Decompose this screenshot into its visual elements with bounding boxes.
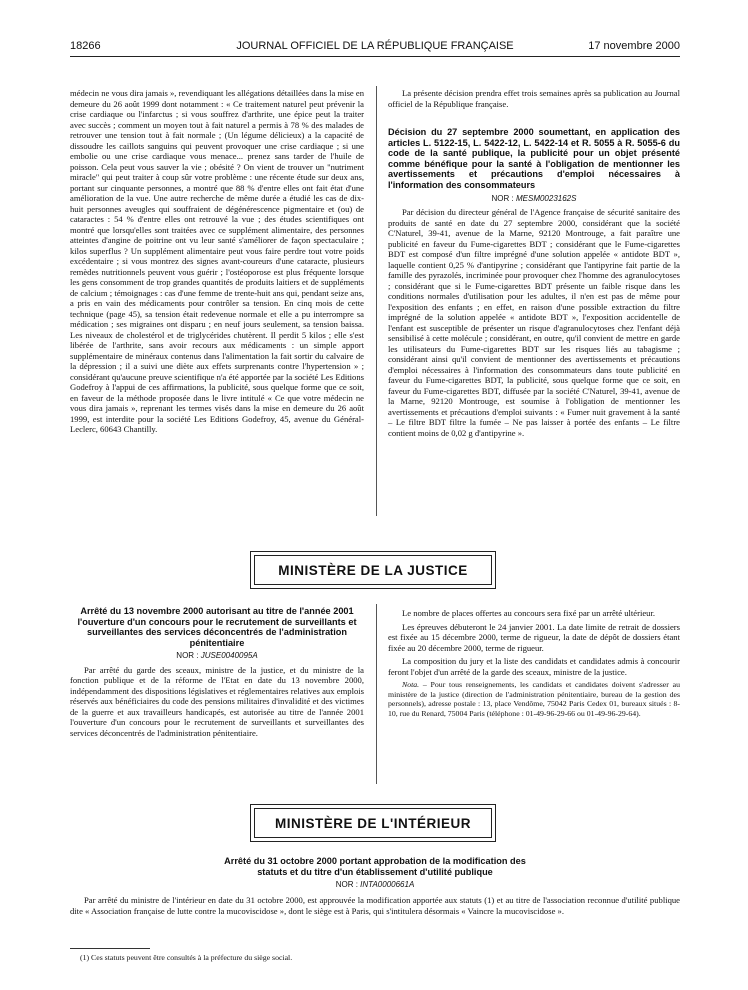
nor-value: JUSE0040095A: [200, 651, 258, 661]
paragraph: Le nombre de places offertes au concours sera fixé par un arrêté ultérieur.: [402, 608, 655, 618]
column-divider: [376, 604, 377, 784]
column-divider: [376, 86, 377, 516]
nor-value: MESM0023162S: [515, 193, 577, 203]
nor-label: NOR :: [491, 193, 514, 203]
ministry-justice-heading: [250, 551, 496, 589]
issue-date: 17 novembre 2000: [588, 40, 680, 52]
header-rule: [70, 56, 680, 57]
nor-reference: [388, 194, 680, 205]
ministry-justice-title: MINISTÈRE DE LA JUSTICE: [254, 555, 492, 585]
decision-title: Décision du 27 septembre 2000 soumettant, en application des articles L. 5122-15, L. 5422-12, L. 5422-14 et R. 5055 à R. 5055-6 du code de la santé publique, la publicité pour un objet présenté comme bénéfique pour la santé à l'obligation de mentionner les avertissements et précautions d'emploi nécessaires à l'information des consommateurs: [388, 127, 680, 190]
top-right-column: [388, 88, 680, 441]
journal-title: JOURNAL OFFICIEL DE LA RÉPUBLIQUE FRANÇAISE: [236, 40, 514, 52]
justice-left-column: [70, 606, 364, 741]
interior-section: [70, 856, 680, 916]
page-header: [70, 40, 680, 60]
nor-label: NOR :: [335, 879, 358, 889]
paragraph: La composition du jury et la liste des candidats et candidates admis à concourir feront l'objet d'un arrêté de la garde des sceaux, ministre de la justice.: [388, 656, 680, 677]
footnote-rule: [70, 948, 150, 949]
top-left-column: [70, 88, 364, 438]
ministry-interior-heading: [250, 804, 496, 842]
nor-reference: [70, 651, 364, 662]
arrete-body: Par arrêté du ministre de l'intérieur en date du 31 octobre 2000, est approuvée la modification apportée aux statuts (1) et au titre de l'association reconnue d'utilité publique dite « Association française de lutte contre la mucoviscidose », dont le siège est à Paris, qui s'intitulera désormais « Vaincre la mucoviscidose ».: [70, 895, 680, 916]
paragraph: médecin ne vous dira jamais », revendiquant les allégations détaillées dans la mise en demeure du 26 août 1999 dont notamment : « Ce traitement naturel peut prévenir la crise cardiaque ou l'infarctus ; si vous souffrez d'arthrite, une épice peut la traiter avec succès ; comment un moyen tout à fait naturel a permis à 78 % des malades de retrouver une tension tout à fait normale ; (Un légume délicieux) a la capacité de dissoudre les caillots sanguins qui peuvent provoquer une crise cardiaque ; si une embolie ou une crise cardiaque vous menace... prenez sans tarder de l'huile de poisson. Cela peut vous sauver la vie ; obésité ? On vient de trouver un "nutriment miracle" qui peut traiter à coup sûr votre problème : une récente étude sur deux ans, portant sur cinquante personnes, a montré que 88 % d'entre elles ont fait état d'une amélioration de la vue. Une autre recherche de même durée a étudié les cas de dix-huit personnes aveugles qui souffraient de dégénérescence pigmentaire et (ou) de cataractes : 54 % d'entre elles ont retrouvé la vue ; des études scientifiques ont montré que lorsqu'elles sont traitées avec ce supplément alimentaire, des personnes atteintes d'angine de poitrine ont vu leur santé s'améliorer de façon spectaculaire ; kilos superflus ? Un supplément alimentaire peut vous faire perdre tout votre poids excédentaire ; si vous montrez des signes avant-coureurs d'une cataracte, plusieurs remèdes nutritionnels peuvent vous guérir ; l'ostéoporose est plus fréquente lorsque les gens consomment de trop grandes quantités de produits laitiers et de suppléments de calcium ; témoignages : cas d'une femme de trente-huit ans qui, pendant seize ans, a pris en vain des médicaments pour contrôler sa tension. En cinq mois de cette technique (page 45), sa tension était redevenue normale et elle a pu interrompre sa médication ; ses migraines ont disparu ; en neuf jours seulement, sa tension baissa. Les niveaux de cholestérol et de triglycérides chutèrent. Il perdit 5 kilos ; elle s'est libérée de l'arthrite, sans avoir recours aux médicaments : un simple apport supplémentaire de minéraux contenus dans l'alimentation la fait sortir du calvaire de la dépression ; il a suivi une diète aux effets surprenants contre l'hypertension » ; considérant qu'aucune preuve scientifique n'a été apportée par la société Les Editions Godefroy à l'appui de ces affirmations, la publicité, sous quelque forme que ce soit, en faveur de la méthode proposée dans le livre intitulé « Ce que votre médecin ne vous dira jamais », reprenant les termes visés dans la mise en demeure du 26 août 1999, est interdite pour la société Les Editions Godefroy, 45, avenue du Général-Leclerc, 60643 Chantilly.: [70, 88, 365, 434]
nota-note: [388, 680, 680, 718]
nor-value: INTA0000661A: [360, 879, 415, 889]
nota-text: – Pour tous renseignements, les candidats et candidates doivent s'adresser au ministère de la justice (direction de l'administration pénitentiaire, bureau de la gestion des personnels), adresse postale : 13, place Vendôme, 75042 Paris Cedex 01, bureaux situés : 8-10, rue du Renard, 75004 Paris (téléphone : 01-49-96-29-66 ou 01-49-96-29-64).: [388, 680, 680, 718]
decision-body: Par décision du directeur général de l'Agence française de sécurité sanitaire des produits de santé en date du 27 septembre 2000, considérant que la société C'Naturel, 39-41, avenue de la Marne, 92120 Montrouge, a fait paraître une publicité en faveur du Fume-cigarettes BDT ; considérant que le Fume-cigarettes BDT est composé d'un filtre imprégné d'une solution appelée « antidote BDT », laquelle contient 0,25 % d'antipyrine ; considérant que l'antipyrine fait partie de la famille des pyrazolés, incriminée pour provoquer chez l'homme des agranulocytoses ; considérant que si le Fume-cigarettes BDT présente un faible risque dans les conditions normales d'utilisation pour les adultes, il n'en est pas de même pour l'exposition des enfants ; en effet, en raison d'une possible extraction du filtre imprégné de la solution appelée « antidote BDT », l'exposition accidentelle de l'enfant est susceptible de présenter un risque d'agranulocytoses chez l'enfant déjà sensibilisé à cette molécule ; considérant, en outre, qu'il convient de mettre en garde les utilisateurs du Fume-cigarettes BDT sur les risques liés au tabagisme ; considérant ainsi qu'il convient de mentionner des avertissements et précautions d'emploi nécessaires à l'information des consommateurs dans toute publicité en faveur du Fume-cigarettes BDT, la publicité, sous quelque forme que ce soit, en faveur du Fume-cigarettes BDT, diffusée par la société C'Naturel, 39-41, avenue de la Marne, 92120 Montrouge, est soumise à l'obligation de mentionner les avertissements et précautions d'emploi suivants : « Fumer nuit gravement à la santé – Le filtre BDT filtre la fumée – Ne pas laisser à portée des enfants – Le filtre contient moins de 0,02 g d'antipyrine ».: [388, 207, 680, 438]
nota-label: Nota.: [402, 680, 420, 689]
nor-label: NOR :: [176, 651, 199, 661]
arrete-title: Arrêté du 31 octobre 2000 portant approbation de la modification des statuts et du titre d'un établissement d'utilité publique: [224, 856, 526, 877]
ministry-interior-title: MINISTÈRE DE L'INTÉRIEUR: [254, 808, 492, 838]
arrete-body: Par arrêté du garde des sceaux, ministre de la justice, et du ministre de la fonction publique et de la réforme de l'Etat en date du 13 novembre 2000, indépendamment des dispositions législatives et réglementaires relatives aux emplois réservés aux bénéficiaires du code des pensions militaires d'invalidité et des victimes de la guerre et aux travailleurs handicapés, est autorisée au titre de l'année 2001 l'ouverture d'un concours pour le recrutement de surveillants et surveillantes des services déconcentrés de l'administration pénitentiaire.: [70, 664, 364, 738]
nor-reference: [70, 880, 680, 891]
justice-right-column: [388, 608, 680, 721]
page-number: 18266: [70, 40, 101, 52]
effective-date-paragraph: La présente décision prendra effet trois semaines après sa publication au Journal officiel de la République française.: [388, 88, 680, 109]
arrete-title: Arrêté du 13 novembre 2000 autorisant au titre de l'année 2001 l'ouverture d'un concours pour le recrutement de surveillants et surveillantes des services déconcentrés de l'administration pénitentiaire: [77, 606, 357, 648]
footnote: (1) Ces statuts peuvent être consultés à la préfecture du siège social.: [80, 953, 293, 962]
paragraph: Les épreuves débuteront le 24 janvier 2001. La date limite de retrait de dossiers est fixée au 15 décembre 2000, terme de rigueur, la date de dépôt de dossiers étant fixée au 20 décembre 2000, terme de rigueur.: [388, 621, 680, 653]
